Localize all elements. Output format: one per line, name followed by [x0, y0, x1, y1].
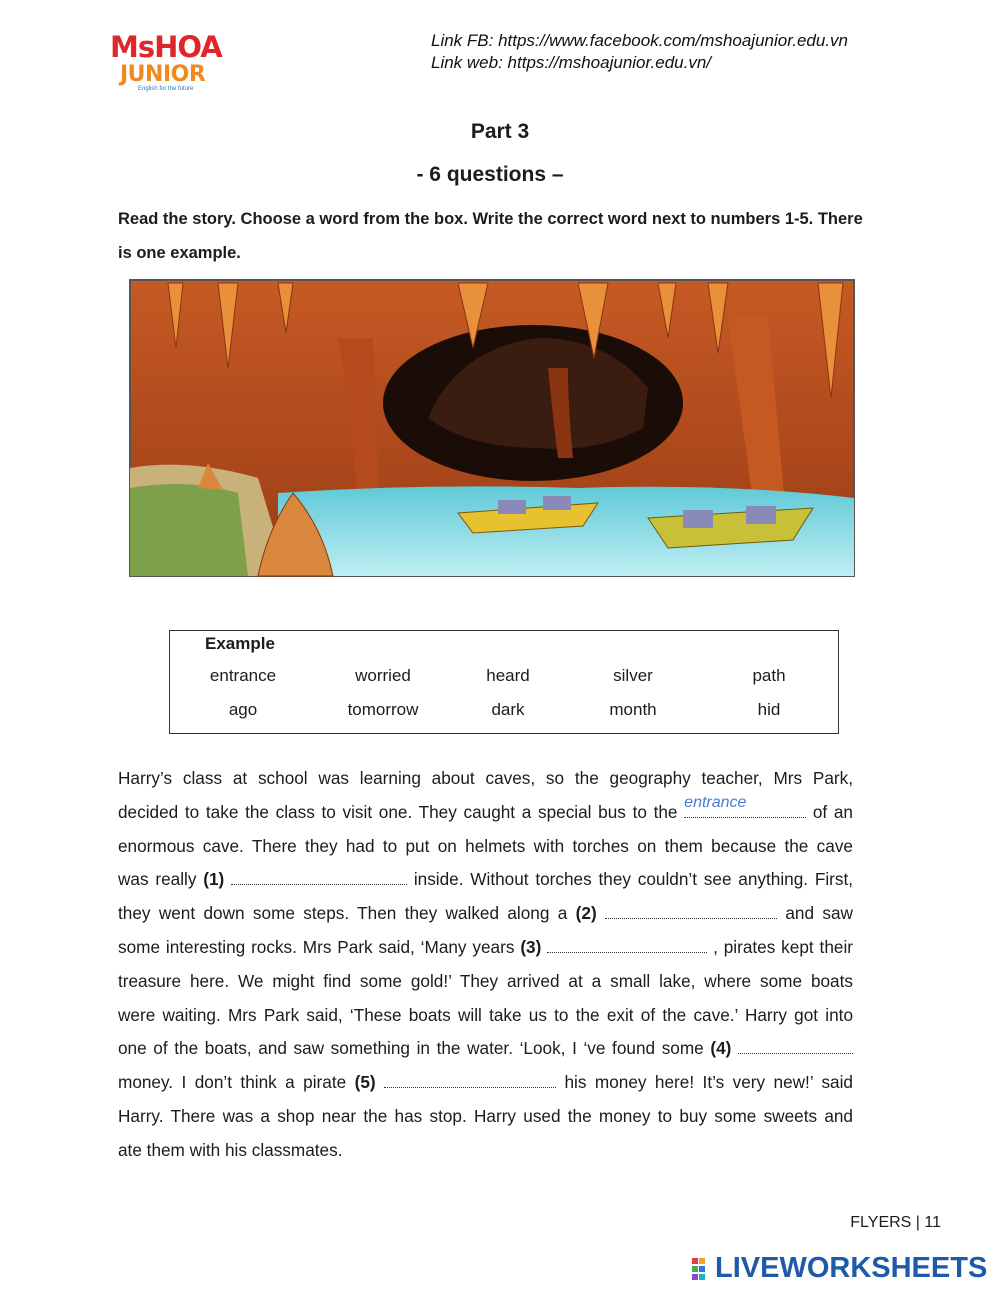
word-option: worried — [355, 666, 411, 685]
brand-text: LIVEWORKSHEETS — [715, 1252, 988, 1284]
story-text — [118, 762, 853, 1168]
answer-blank-3[interactable] — [547, 938, 707, 953]
story-line: treasure here. We might find some gold!’ They arrived at a small lake, where some boats — [118, 970, 853, 991]
answer-blank-2[interactable] — [605, 904, 777, 919]
story-line: decided to take the class to visit one. They caught a special bus to the entrance of an — [118, 796, 853, 830]
example-answer: entrance — [684, 793, 747, 811]
question-count: - 6 questions – — [416, 163, 564, 186]
story-line: enormous cave. There they had to put on helmets with torches on them because the cave — [118, 835, 853, 856]
word-option: hid — [757, 700, 781, 719]
story-line: Harry. There was a shop near the has stop. Harry used the money to buy some sweets and — [118, 1105, 853, 1126]
word-box — [169, 630, 839, 734]
page-footer: FLYERS | 11 — [850, 1214, 941, 1231]
word-option: heard — [486, 666, 530, 685]
word-option: silver — [613, 666, 653, 685]
header-links — [431, 30, 848, 74]
link-facebook[interactable]: Link FB: https://www.facebook.com/mshoajunior.edu.vn — [431, 31, 849, 50]
word-option: ago — [228, 700, 258, 719]
logo-tagline: English for the future — [138, 86, 194, 92]
story-line: ate them with his classmates. — [118, 1139, 343, 1160]
answer-blank-5[interactable] — [384, 1073, 556, 1088]
instructions: Read the story. Choose a word from the box. Write the correct word next to numbers 1-5. There is one example. — [118, 210, 863, 262]
story-line: Harry’s class at school was learning about caves, so the geography teacher, Mrs Park, — [118, 768, 853, 788]
story-line: some interesting rocks. Mrs Park said, ‘Many years (3) , pirates kept their — [118, 936, 853, 957]
cave-illustration — [128, 278, 856, 578]
word-option: tomorrow — [347, 700, 419, 719]
story-line: was really (1) inside. Without torches they couldn’t see anything. First, — [118, 869, 854, 890]
story-line: one of the boats, and saw something in the water. ‘Look, I ‘ve found some (4) — [118, 1032, 853, 1066]
blank-number-5: (5) — [354, 1072, 376, 1093]
logo-line-2: JUNIOR — [120, 62, 206, 87]
word-option: entrance — [209, 666, 277, 685]
blank-number-1: (1) — [203, 869, 225, 890]
answer-blank-1[interactable] — [231, 870, 407, 885]
blank-number-3: (3) — [520, 936, 542, 957]
logo-line-1: MsHOA — [110, 30, 222, 64]
word-option: dark — [491, 700, 525, 719]
word-row-1 — [170, 666, 838, 696]
word-option: path — [752, 666, 786, 685]
part-title: Part 3 — [470, 120, 530, 143]
word-row-2 — [170, 700, 838, 730]
blank-number-2: (2) — [575, 903, 597, 924]
mshoa-junior-logo — [108, 30, 233, 96]
story-line: they went down some steps. Then they walked along a (2) and saw — [118, 903, 853, 924]
liveworksheets-icon — [692, 1258, 712, 1282]
story-line: money. I don’t think a pirate (5) his money here! It’s very new!’ said — [118, 1072, 853, 1093]
blank-number-4: (4) — [710, 1038, 732, 1059]
answer-blank-4[interactable] — [738, 1039, 853, 1054]
example-blank — [684, 793, 806, 818]
link-website[interactable]: Link web: https://mshoajunior.edu.vn/ — [431, 53, 712, 72]
word-option: month — [609, 700, 657, 719]
example-label: Example — [205, 634, 275, 653]
story-line: were waiting. Mrs Park said, ‘These boats will take us to the exit of the cave.’ Harry got into — [118, 1004, 853, 1025]
